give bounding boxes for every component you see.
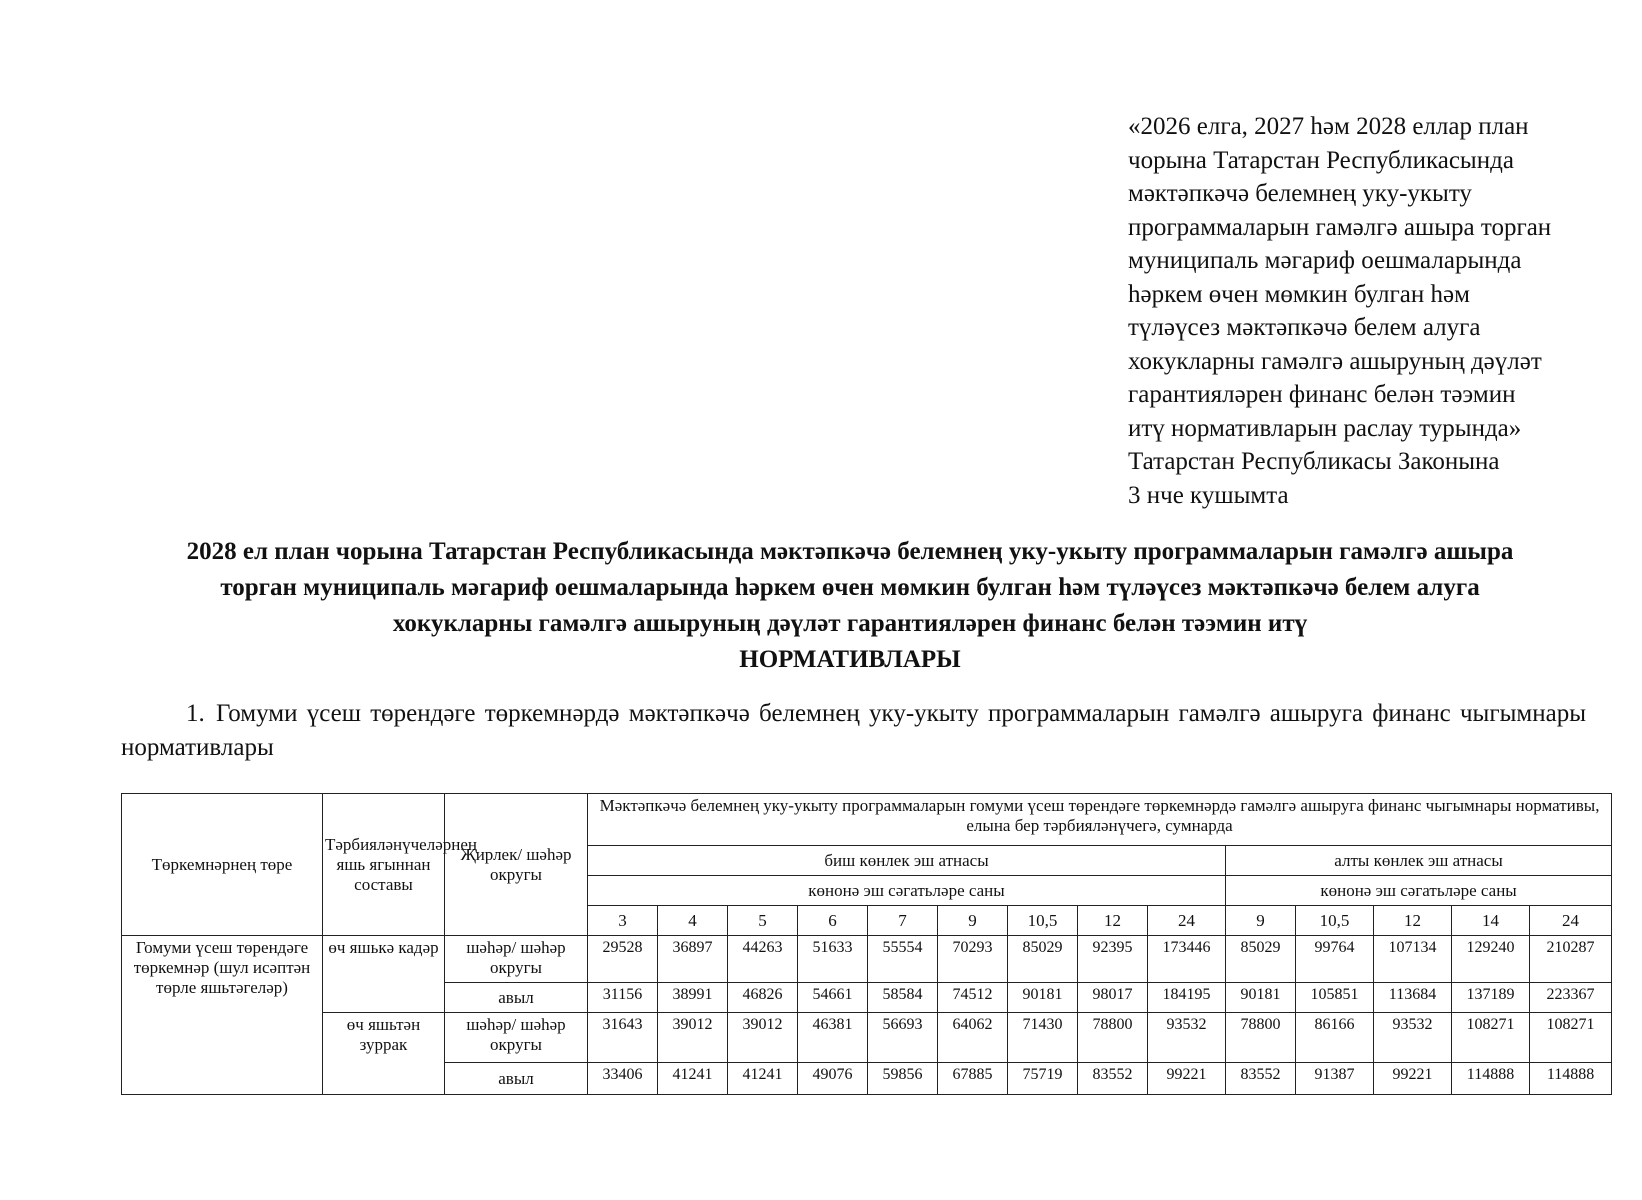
value-cell: 44263 [728, 936, 798, 983]
age-cell: өч яшьтән зуррак [323, 1013, 445, 1095]
value-cell: 114888 [1530, 1063, 1612, 1095]
value-cell: 99764 [1296, 936, 1374, 983]
hours-cell: 24 [1148, 906, 1226, 936]
value-cell: 93532 [1148, 1013, 1226, 1063]
appendix-line: һәркем өчен мөмкин булган һәм [1128, 280, 1470, 308]
area-cell: шәһәр/ шәһәр округы [445, 1013, 588, 1063]
value-cell: 223367 [1530, 983, 1612, 1013]
hours-cell: 4 [658, 906, 728, 936]
appendix-line: муниципаль мәгариф оешмаларында [1128, 247, 1522, 274]
value-cell: 86166 [1296, 1013, 1374, 1063]
value-cell: 99221 [1374, 1063, 1452, 1095]
value-cell: 92395 [1078, 936, 1148, 983]
value-cell: 90181 [1008, 983, 1078, 1013]
value-cell: 93532 [1374, 1013, 1452, 1063]
value-cell: 90181 [1226, 983, 1296, 1013]
value-cell: 31156 [588, 983, 658, 1013]
appendix-line: хокукларны гамәлгә ашыруның дәүләт [1128, 347, 1542, 375]
value-cell: 41241 [728, 1063, 798, 1095]
appendix-note [1128, 110, 1598, 512]
title-line: 2028 ел план чорына Татарстан Республикасында мәктәпкәчә белемнең уку-укыту программаларын гамәлгә ашыра [186, 538, 1514, 565]
value-cell: 51633 [798, 936, 868, 983]
value-cell: 129240 [1452, 936, 1530, 983]
value-cell: 83552 [1078, 1063, 1148, 1095]
value-cell: 173446 [1148, 936, 1226, 983]
value-cell: 78800 [1078, 1013, 1148, 1063]
appendix-line: итү нормативларын раслау турында» [1128, 414, 1522, 442]
value-cell: 108271 [1452, 1013, 1530, 1063]
hours-cell: 10,5 [1008, 906, 1078, 936]
appendix-line: Татарстан Республикасы Законына [1128, 448, 1500, 475]
value-cell: 114888 [1452, 1063, 1530, 1095]
value-cell: 39012 [728, 1013, 798, 1063]
hours-cell: 7 [868, 906, 938, 936]
appendix-line: 3 нче кушымта [1128, 481, 1289, 509]
value-cell: 29528 [588, 936, 658, 983]
appendix-line: түләүсез мәктәпкәчә белем алуга [1128, 314, 1481, 341]
area-cell: шәһәр/ шәһәр округы [445, 936, 588, 983]
hours-cell: 3 [588, 906, 658, 936]
value-cell: 98017 [1078, 983, 1148, 1013]
value-cell: 210287 [1530, 936, 1612, 983]
value-cell: 46381 [798, 1013, 868, 1063]
value-cell: 67885 [938, 1063, 1008, 1095]
header-six-day: алты көнлек эш атнасы [1226, 846, 1612, 876]
value-cell: 36897 [658, 936, 728, 983]
header-age: Тәрбияләнүчеләрнең яшь ягыннан составы [323, 794, 445, 936]
value-cell: 105851 [1296, 983, 1374, 1013]
title-heading: НОРМАТИВЛАРЫ [739, 646, 961, 673]
value-cell: 49076 [798, 1063, 868, 1095]
value-cell: 41241 [658, 1063, 728, 1095]
hours-cell: 12 [1374, 906, 1452, 936]
group-type-cell: Гомуми үсеш төрендәге төркемнәр (шул исәптән төрле яшьтәгеләр) [122, 936, 323, 1095]
header-group-type: Төркемнәрнең төре [122, 794, 323, 936]
area-cell: авыл [445, 983, 588, 1013]
value-cell: 113684 [1374, 983, 1452, 1013]
appendix-line: гарантияләрен финанс белән тәэмин [1128, 381, 1516, 408]
value-cell: 70293 [938, 936, 1008, 983]
header-hours-six: көнонә эш сәгатьләре саны [1226, 876, 1612, 906]
area-cell: авыл [445, 1063, 588, 1095]
table-row [122, 936, 1612, 983]
appendix-line: чорына Татарстан Республикасында [1128, 146, 1514, 174]
value-cell: 107134 [1374, 936, 1452, 983]
value-cell: 58584 [868, 983, 938, 1013]
value-cell: 59856 [868, 1063, 938, 1095]
hours-cell: 24 [1530, 906, 1612, 936]
header-norm: Мәктәпкәчә белемнең уку-укыту программаларын гомуми үсеш төрендәге төркемнәрдә гамәлгә ашыруга финанс чыгымнары нормативы, елына бер тәрбияләнүчегә, сумнарда [588, 794, 1612, 846]
norms-table [121, 793, 1612, 1095]
age-cell: өч яшькә кадәр [323, 936, 445, 1013]
appendix-line: мәктәпкәчә белемнең уку-укыту [1128, 180, 1472, 207]
appendix-line: программаларын гамәлгә ашыра торган [1128, 213, 1552, 241]
value-cell: 31643 [588, 1013, 658, 1063]
value-cell: 54661 [798, 983, 868, 1013]
value-cell: 184195 [1148, 983, 1226, 1013]
document-title [110, 534, 1590, 678]
value-cell: 91387 [1296, 1063, 1374, 1095]
value-cell: 38991 [658, 983, 728, 1013]
table-row [122, 1013, 1612, 1063]
value-cell: 85029 [1008, 936, 1078, 983]
section-number: 1. [186, 700, 205, 727]
value-cell: 83552 [1226, 1063, 1296, 1095]
value-cell: 56693 [868, 1013, 938, 1063]
value-cell: 137189 [1452, 983, 1530, 1013]
value-cell: 71430 [1008, 1013, 1078, 1063]
value-cell: 99221 [1148, 1063, 1226, 1095]
header-area: Җирлек/ шәһәр округы [445, 794, 588, 936]
appendix-line: «2026 елга, 2027 һәм 2028 еллар план [1128, 113, 1529, 140]
value-cell: 78800 [1226, 1013, 1296, 1063]
value-cell: 46826 [728, 983, 798, 1013]
header-five-day: биш көнлек эш атнасы [588, 846, 1226, 876]
section-heading [121, 697, 1586, 765]
hours-cell: 14 [1452, 906, 1530, 936]
section-text: Гомуми үсеш төрендәге төркемнәрдә мәктәпкәчә белемнең уку-укыту программаларын гамәлгә ашыруга финанс чыгымнары нормативлары [121, 700, 1586, 761]
hours-cell: 10,5 [1296, 906, 1374, 936]
value-cell: 33406 [588, 1063, 658, 1095]
value-cell: 55554 [868, 936, 938, 983]
value-cell: 85029 [1226, 936, 1296, 983]
hours-cell: 9 [938, 906, 1008, 936]
title-line: хокукларны гамәлгә ашыруның дәүләт гарантияләрен финанс белән тәэмин итү [392, 610, 1308, 637]
hours-cell: 12 [1078, 906, 1148, 936]
hours-cell: 6 [798, 906, 868, 936]
value-cell: 74512 [938, 983, 1008, 1013]
value-cell: 39012 [658, 1013, 728, 1063]
hours-cell: 5 [728, 906, 798, 936]
header-hours-five: көнонә эш сәгатьләре саны [588, 876, 1226, 906]
value-cell: 64062 [938, 1013, 1008, 1063]
hours-cell: 9 [1226, 906, 1296, 936]
value-cell: 75719 [1008, 1063, 1078, 1095]
value-cell: 108271 [1530, 1013, 1612, 1063]
title-line: торган муниципаль мәгариф оешмаларында һәркем өчен мөмкин булган һәм түләүсез мәктәпкәчә белем алуга [220, 574, 1480, 601]
